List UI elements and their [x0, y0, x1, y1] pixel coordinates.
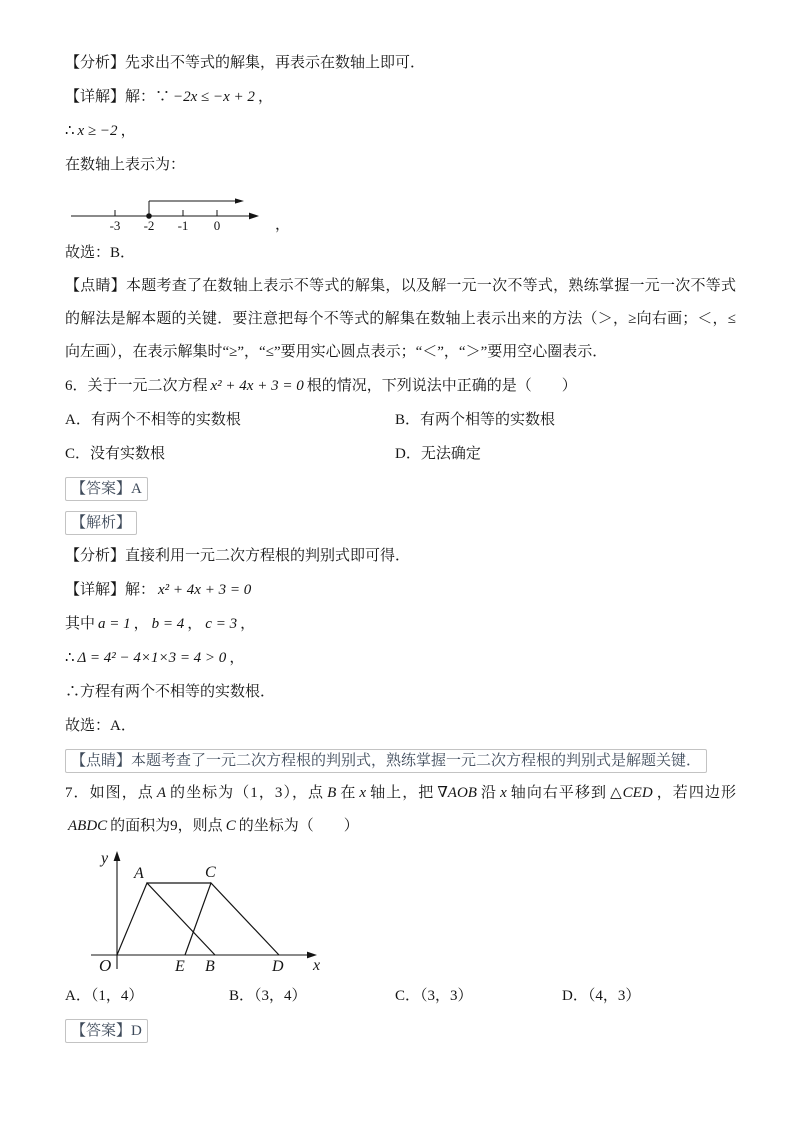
q6-coefficients-line: 其中 a = 1 ， b = 4 ， c = 3 ，	[65, 616, 256, 632]
q5-detail-line-2: ∴ x ≥ −2 ，	[65, 123, 136, 139]
axis-right-arrow	[249, 213, 259, 220]
q7-coordinate-figure	[79, 847, 329, 979]
q7-stem: 7．如图，点 A 的坐标为（1，3），点 B 在 x 轴上，把 ∇AOB 沿 x 轴向右平移到 △CED ，若四边形ABDC 的面积为9，则点 C 的坐标为（ ）	[65, 785, 736, 834]
tick-label-0: 0	[213, 218, 221, 233]
q6-note: 【点睛】本题考查了一元二次方程根的判别式，熟练掌握一元二次方程根的判别式是解题关键．	[65, 749, 707, 773]
tick-label-neg1: -1	[177, 218, 189, 233]
q6-discriminant-line: ∴ Δ = 4² − 4×1×3 = 4 > 0 ，	[65, 650, 245, 666]
q6-option-a: A．有两个不相等的实数根	[65, 412, 241, 428]
tick-label-neg3: -3	[109, 218, 121, 233]
q6-options-row-1	[65, 403, 736, 437]
triangle-ced-lines	[185, 883, 279, 955]
q5-analysis-line: 【分析】先求出不等式的解集，再表示在数轴上即可．	[65, 55, 426, 71]
y-axis-arrow	[114, 851, 121, 861]
q6-choice-line: 故选：A．	[65, 718, 136, 734]
q6-answer-line	[65, 471, 736, 505]
label-origin: O	[99, 956, 112, 975]
q7-figure-wrap	[79, 847, 736, 979]
q6-option-c: C．没有实数根	[65, 446, 166, 462]
q5-note-paragraph: 【点睛】本题考查了在数轴上表示不等式的解集，以及解一元一次不等式，熟练掌握一元一次不等式的解法是解本题的关键．要注意把每个不等式的解集在数轴上表示出来的方法（＞，≥向右画；＜，≤向左画），在表示解集时“≥”，“≤”要用实心圆点表示；“＜”，“＞”要用空心圈表示．	[65, 278, 736, 360]
numberline-trailing-comma: ，	[275, 217, 291, 233]
q5-choice-line: 故选：B．	[65, 245, 136, 261]
triangle-aob-lines	[117, 883, 215, 955]
label-point-b: B	[205, 958, 215, 975]
q7-option-c: C．（3，3）	[395, 988, 473, 1004]
ray-right-arrow	[235, 198, 244, 203]
q6-jiexi-heading: 【解析】	[65, 511, 137, 535]
label-point-e: E	[175, 958, 185, 975]
q5-numberline-intro: 在数轴上表示为：	[65, 157, 186, 173]
label-point-c: C	[205, 864, 216, 881]
q6-note-line	[65, 743, 736, 777]
q6-conclusion-line: ∴方程有两个不相等的实数根．	[65, 684, 276, 700]
tick-label-neg2: -2	[143, 218, 155, 233]
q6-option-b: B．有两个相等的实数根	[395, 412, 556, 428]
q6-option-d: D．无法确定	[395, 446, 481, 462]
q6-answer: 【答案】A	[65, 477, 148, 501]
q6-stem: 6．关于一元二次方程 x² + 4x + 3 = 0 根的情况，下列说法中正确的是（ ）	[65, 378, 577, 394]
label-x-axis: x	[313, 957, 321, 974]
q6-detail-line: 【详解】解： x² + 4x + 3 = 0	[65, 582, 252, 598]
q5-detail-line-1: 【详解】解：∵ −2x ≤ −x + 2 ，	[65, 89, 273, 105]
label-point-a: A	[134, 865, 144, 882]
q7-option-b: B．（3，4）	[229, 988, 307, 1004]
q7-answer: 【答案】D	[65, 1019, 148, 1043]
q7-answer-line	[65, 1013, 736, 1047]
q6-analysis-line: 【分析】直接利用一元二次方程根的判别式即可得．	[65, 548, 411, 564]
label-point-d: D	[272, 958, 284, 975]
q7-options-row	[65, 979, 736, 1013]
q6-options-row-2	[65, 437, 736, 471]
q6-jiexi-line	[65, 505, 736, 539]
label-y-axis: y	[101, 850, 109, 867]
numberline-figure	[67, 187, 267, 233]
q5-numberline-figure-row	[67, 187, 736, 233]
q7-option-a: A．（1，4）	[65, 988, 144, 1004]
q7-option-d: D．（4，3）	[562, 988, 641, 1004]
